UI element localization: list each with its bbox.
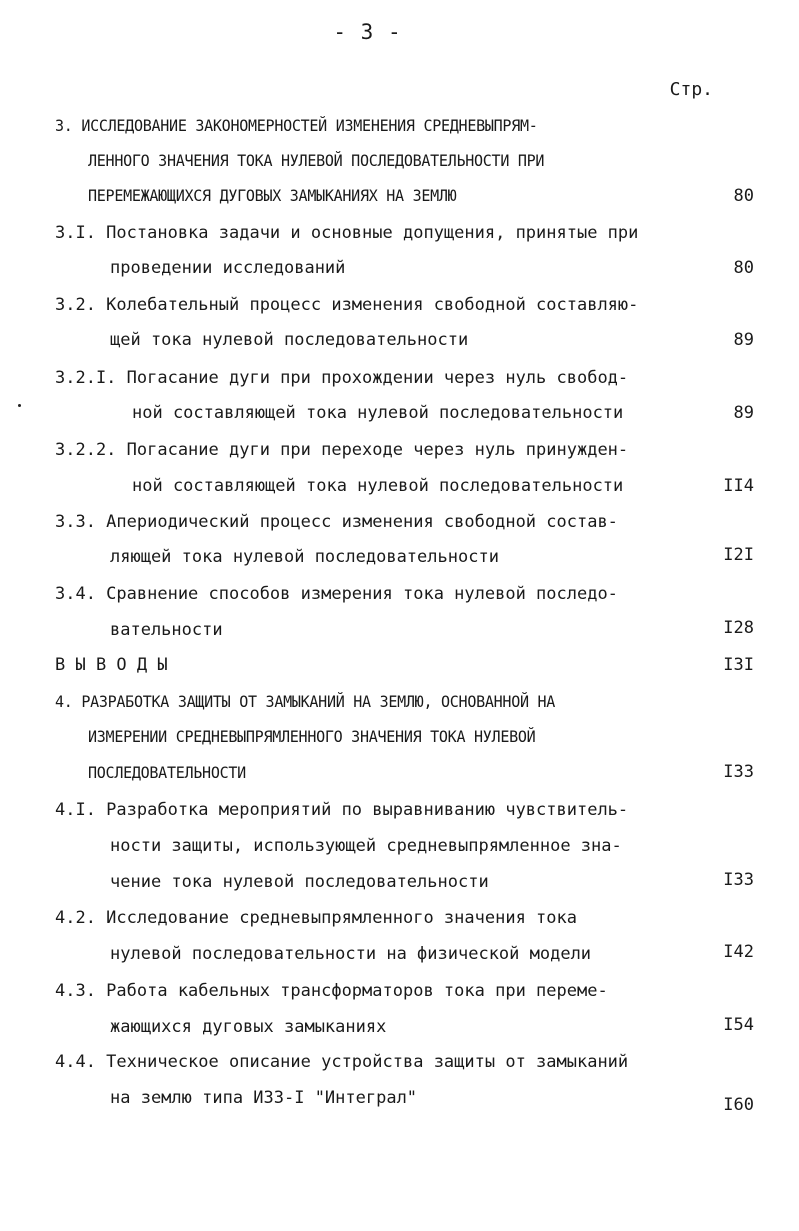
- toc-entry-3-line-3: ПЕРЕМЕЖАЮЩИХСЯ ДУГОВЫХ ЗАМЫКАНИЯХ НА ЗЕМЛЮ: [88, 186, 457, 205]
- page-number: - 3 -: [333, 20, 402, 44]
- toc-entry-4-2-line-1: 4.2. Исследование средневыпрямленного значения тока: [55, 908, 577, 928]
- toc-entry-4-3-line-2: жающихся дуговых замыканиях: [110, 1017, 387, 1037]
- toc-entry-4-3-line-1: 4.3. Работа кабельных трансформаторов тока при переме-: [55, 981, 608, 1001]
- toc-entry-4-4-line-1: 4.4. Техническое описание устройства защиты от замыканий: [55, 1052, 629, 1072]
- toc-entry-3-2-page: 89: [733, 330, 754, 350]
- toc-entry-4-1-line-2: ности защиты, использующей средневыпрямленное зна-: [110, 836, 622, 856]
- toc-entry-3-2-2-page: II4: [723, 476, 754, 496]
- toc-entry-4-line-1: 4. РАЗРАБОТКА ЗАЩИТЫ ОТ ЗАМЫКАНИЙ НА ЗЕМЛЮ, ОСНОВАННОЙ НА: [55, 692, 556, 711]
- toc-entry-3-2-line-1: 3.2. Колебательный процесс изменения свободной составляю-: [55, 295, 639, 315]
- ink-mark: [18, 404, 21, 407]
- toc-entry-3-4-page: I28: [723, 618, 754, 638]
- toc-entry-3-4-line-2: вательности: [110, 620, 223, 640]
- toc-entry-3-3-page: I2I: [723, 545, 754, 565]
- toc-entry-3-line-2: ЛЕННОГО ЗНАЧЕНИЯ ТОКА НУЛЕВОЙ ПОСЛЕДОВАТЕЛЬНОСТИ ПРИ: [88, 151, 545, 170]
- toc-entry-3-2-2-line-2: ной составляющей тока нулевой последовательности: [132, 476, 624, 496]
- toc-entry-4-line-2: ИЗМЕРЕНИИ СРЕДНЕВЫПРЯМЛЕННОГО ЗНАЧЕНИЯ ТОКА НУЛЕВОЙ: [88, 727, 536, 746]
- toc-entry-4-4-page: I60: [723, 1095, 754, 1115]
- toc-entry-3-page: 80: [733, 186, 754, 206]
- toc-entry-3-3-line-1: 3.3. Апериодический процесс изменения свободной состав-: [55, 512, 618, 532]
- toc-entry-3-4-line-1: 3.4. Сравнение способов измерения тока нулевой последо-: [55, 584, 618, 604]
- toc-entry-3-1-page: 80: [733, 258, 754, 278]
- toc-entry-3-2-1-line-1: 3.2.I. Погасание дуги при прохождении через нуль свобод-: [55, 368, 629, 388]
- toc-entry-3-line-1: 3. ИССЛЕДОВАНИЕ ЗАКОНОМЕРНОСТЕЙ ИЗМЕНЕНИЯ СРЕДНЕВЫПРЯМ-: [55, 116, 538, 135]
- toc-entry-conclusions: В Ы В О Д Ы: [55, 655, 168, 675]
- toc-entry-conclusions-page: I3I: [723, 655, 754, 675]
- toc-entry-4-1-page: I33: [723, 870, 754, 890]
- toc-entry-4-4-line-2: на землю типа ИЗЗ-I "Интеграл": [110, 1088, 418, 1108]
- toc-entry-4-1-line-1: 4.I. Разработка мероприятий по выравниванию чувствитель-: [55, 800, 629, 820]
- toc-entry-4-page: I33: [723, 762, 754, 782]
- toc-entry-4-2-line-2: нулевой последовательности на физической модели: [110, 944, 592, 964]
- toc-entry-3-1-line-1: 3.I. Постановка задачи и основные допущения, принятые при: [55, 223, 639, 243]
- toc-entry-3-2-2-line-1: 3.2.2. Погасание дуги при переходе через нуль принужден-: [55, 440, 629, 460]
- toc-entry-4-2-page: I42: [723, 942, 754, 962]
- toc-entry-4-1-line-3: чение тока нулевой последовательности: [110, 872, 489, 892]
- toc-entry-3-2-1-line-2: ной составляющей тока нулевой последовательности: [132, 403, 624, 423]
- page-column-label: Стр.: [669, 79, 713, 100]
- toc-entry-3-2-line-2: щей тока нулевой последовательности: [110, 330, 469, 350]
- toc-entry-3-1-line-2: проведении исследований: [110, 258, 346, 278]
- toc-entry-3-3-line-2: ляющей тока нулевой последовательности: [110, 547, 499, 567]
- toc-entry-3-2-1-page: 89: [733, 403, 754, 423]
- toc-entry-4-3-page: I54: [723, 1015, 754, 1035]
- toc-entry-4-line-3: ПОСЛЕДОВАТЕЛЬНОСТИ: [88, 763, 246, 782]
